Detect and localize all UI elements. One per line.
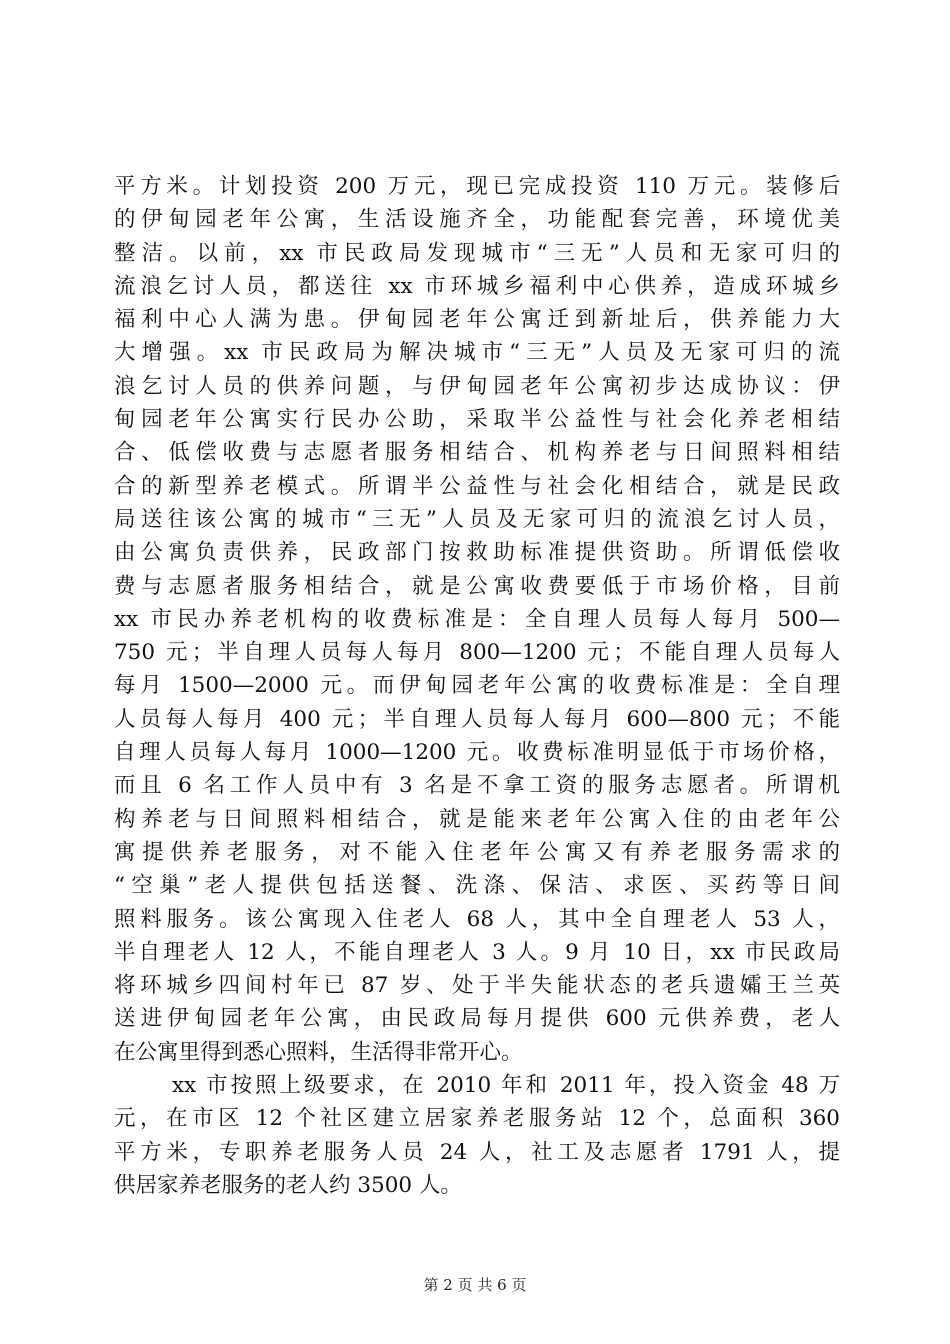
text-line: 甸园老年公寓实行民办公助，采取半公益性与社会化养老相结 (114, 407, 840, 433)
page-footer: 第 2 页 共 6 页 (423, 1276, 527, 1294)
text-line: 自理人员每人每月 1000—1200 元。收费标准明显低于市场价格， (114, 740, 840, 766)
text-line: xx 市民办养老机构的收费标准是：全自理人员每人每月 500— (114, 606, 840, 632)
text-line: “空巢”老人提供包括送餐、洗涤、保洁、求医、买药等日间 (114, 873, 840, 899)
text-line: 而且 6 名工作人员中有 3 名是不拿工资的服务志愿者。所谓机 (114, 773, 840, 799)
text-line: 浪乞讨人员的供养问题，与伊甸园老年公寓初步达成协议：伊 (114, 373, 840, 399)
text-line: 每月 1500—2000 元。而伊甸园老年公寓的收费标准是：全自理 (114, 673, 840, 699)
text-line: 合的新型养老模式。所谓半公益性与社会化相结合，就是民政 (114, 473, 840, 499)
text-line: 费与志愿者服务相结合，就是公寓收费要低于市场价格，目前 (114, 573, 840, 599)
text-line: 局送往该公寓的城市“三无”人员及无家可归的流浪乞讨人员， (114, 506, 840, 532)
text-line: 半自理老人 12 人，不能自理老人 3 人。9 月 10 日，xx 市民政局 (114, 939, 840, 965)
document-body (114, 170, 840, 1202)
text-line: 寓提供养老服务，对不能入住老年公寓又有养老服务需求的 (114, 839, 840, 865)
text-line: 750 元；半自理人员每人每月 800—1200 元；不能自理人员每人 (114, 640, 840, 666)
text-line: 照料服务。该公寓现入住老人 68 人，其中全自理老人 53 人， (114, 906, 840, 932)
text-line: 送进伊甸园老年公寓，由民政局每月提供 600 元供养费，老人 (114, 1006, 840, 1032)
text-line: 流浪乞讨人员，都送往 xx 市环城乡福利中心供养，造成环城乡 (114, 273, 840, 299)
text-line: 将环城乡四间村年已 87 岁、处于半失能状态的老兵遗孀王兰英 (114, 973, 840, 999)
text-line: 合、低偿收费与志愿者服务相结合、机构养老与日间照料相结 (114, 440, 840, 466)
text-line: 整洁。以前，xx 市民政局发现城市“三无”人员和无家可归的 (114, 240, 840, 266)
paragraph (114, 1069, 840, 1202)
text-line: 人员每人每月 400 元；半自理人员每人每月 600—800 元；不能 (114, 706, 840, 732)
text-line: 平方米。计划投资 200 万元，现已完成投资 110 万元。装修后 (114, 174, 840, 199)
text-line: 供居家养老服务的老人约 3500 人。 (114, 1172, 462, 1198)
text-line: 的伊甸园老年公寓，生活设施齐全，功能配套完善，环境优美 (114, 207, 840, 233)
paragraph (114, 170, 840, 1069)
text-line: 在公寓里得到悉心照料，生活得非常开心。 (114, 1039, 523, 1065)
text-line: 平方米，专职养老服务人员 24 人，社工及志愿者 1791 人，提 (114, 1139, 840, 1165)
text-line: 大增强。xx 市民政局为解决城市“三无”人员及无家可归的流 (114, 340, 840, 366)
text-line: 构养老与日间照料相结合，就是能来老年公寓入住的由老年公 (114, 806, 840, 832)
text-line: 由公寓负责供养，民政部门按救助标准提供资助。所谓低偿收 (114, 540, 840, 566)
text-line: xx 市按照上级要求，在 2010 年和 2011 年，投入资金 48 万 (172, 1073, 840, 1099)
text-line: 元，在市区 12 个社区建立居家养老服务站 12 个，总面积 360 (114, 1106, 840, 1132)
text-line: 福利中心人满为患。伊甸园老年公寓迁到新址后，供养能力大 (114, 307, 840, 333)
